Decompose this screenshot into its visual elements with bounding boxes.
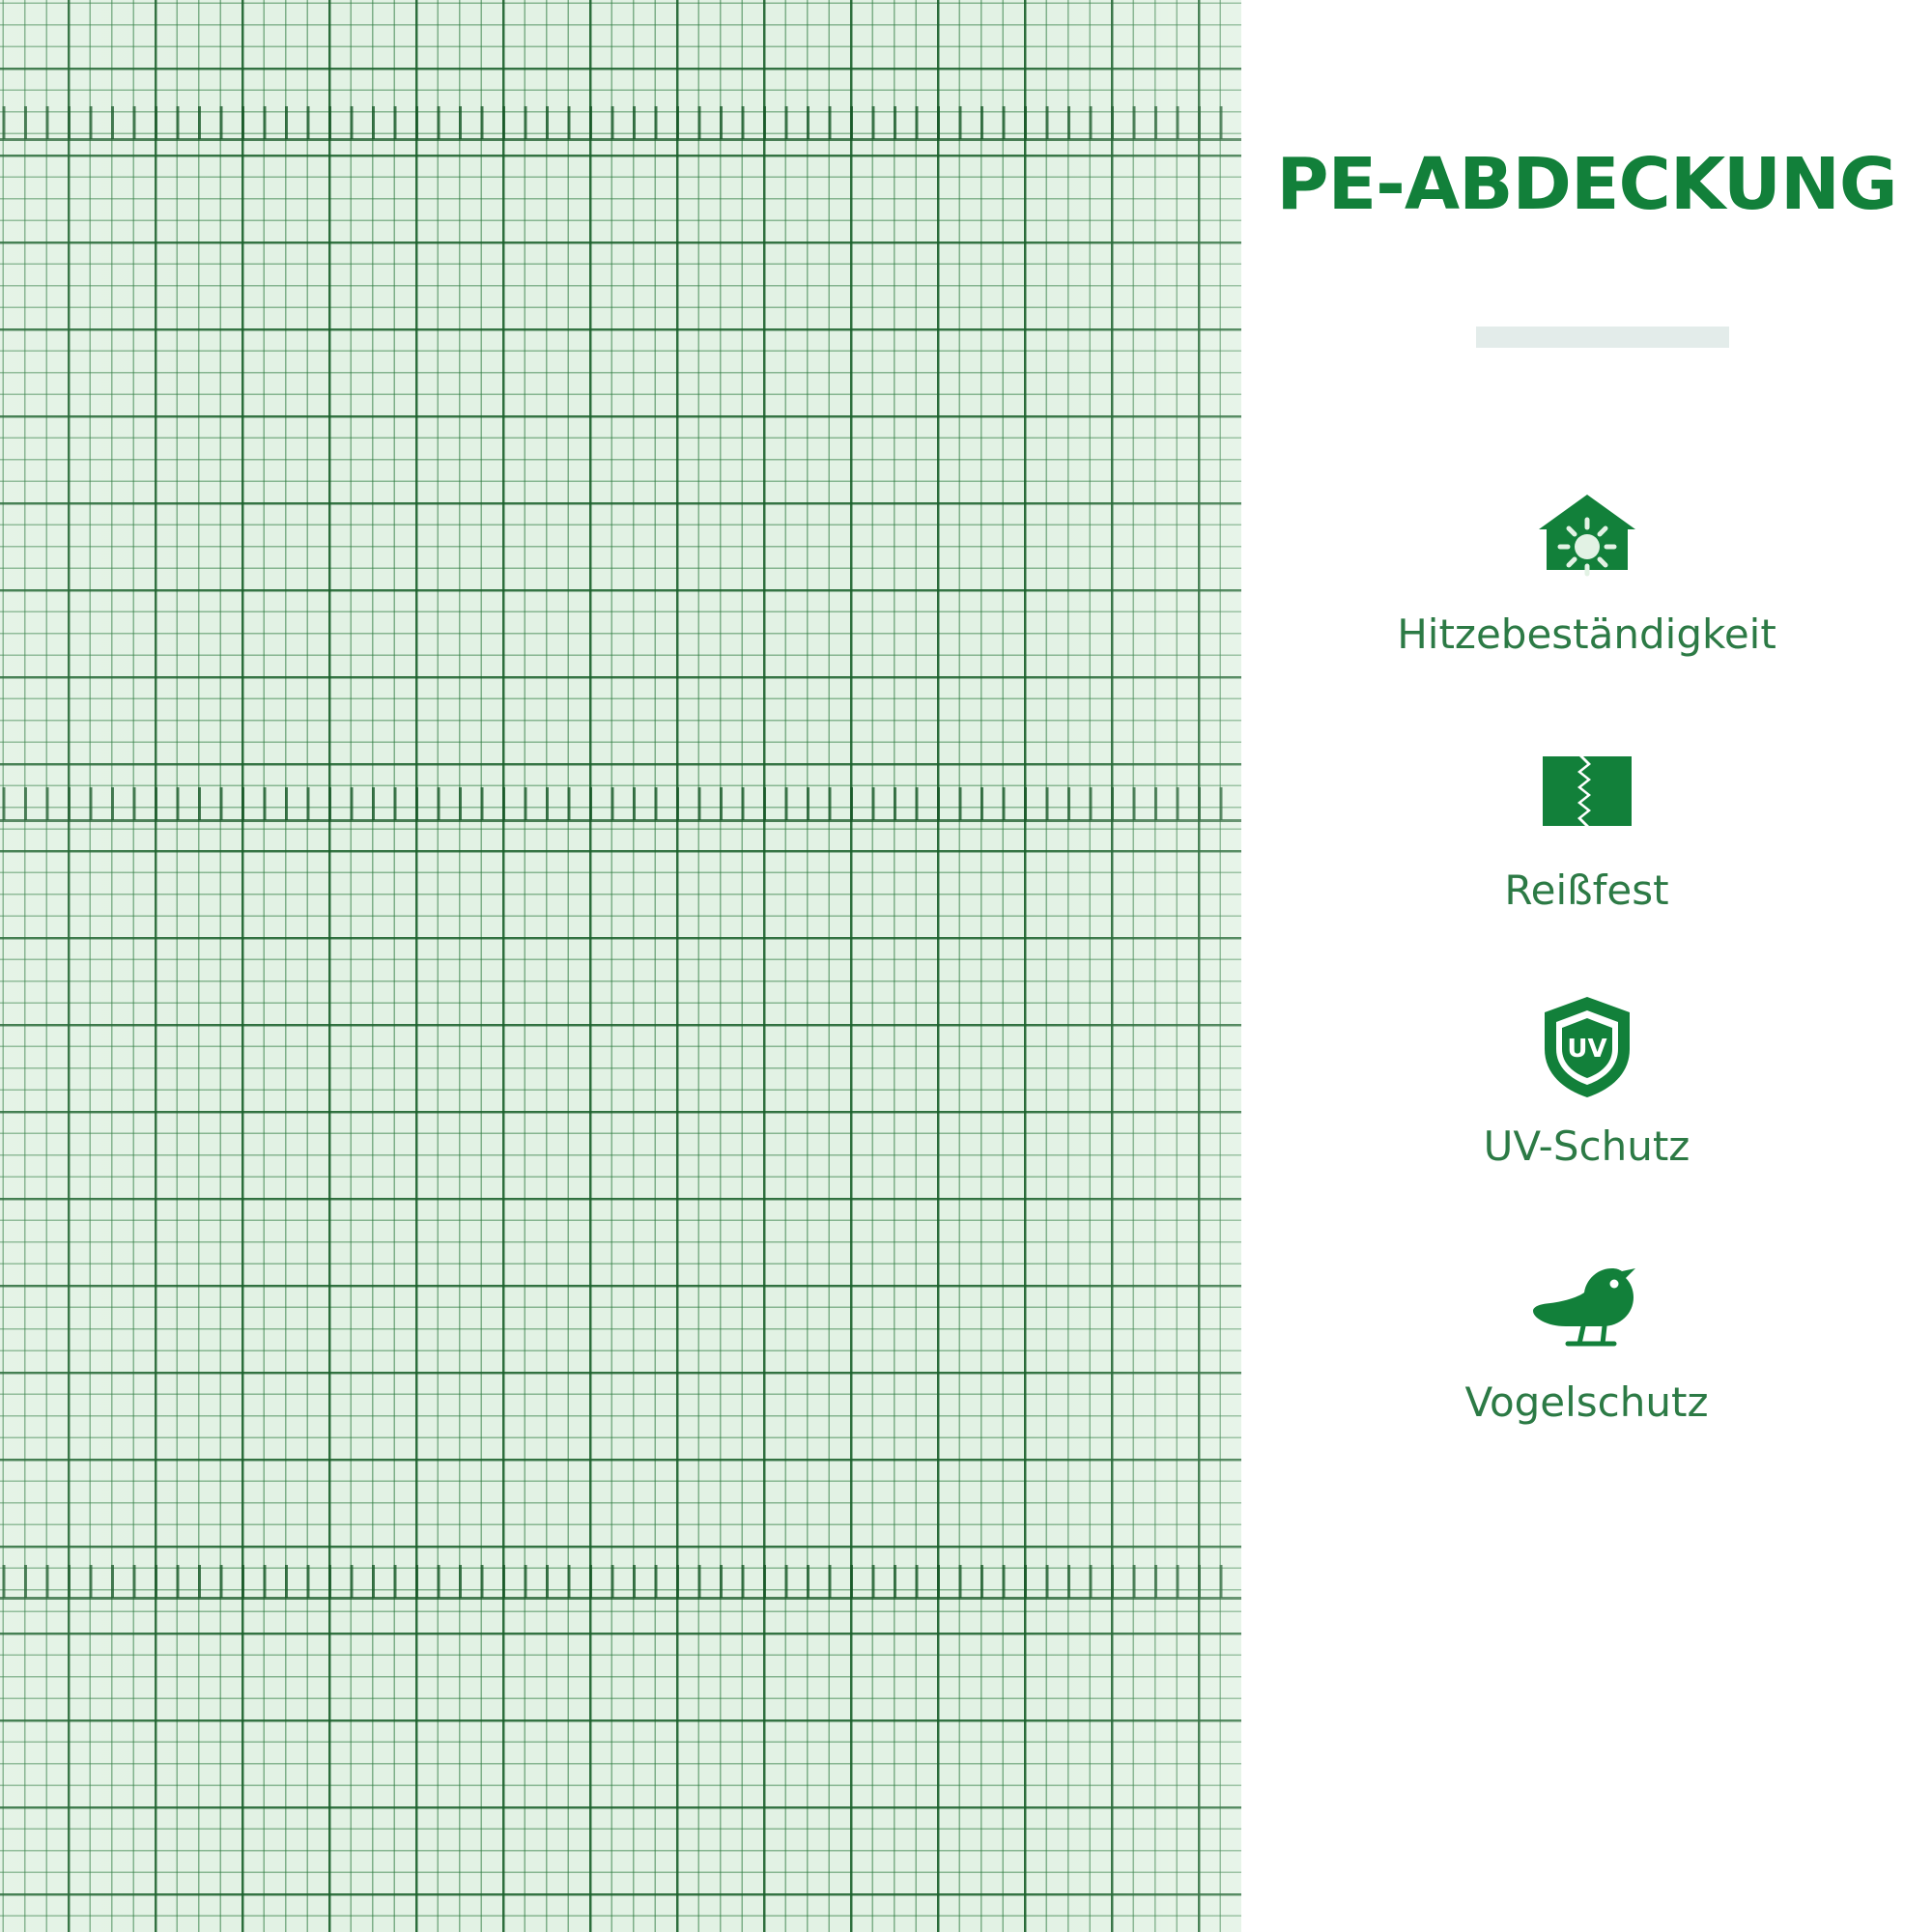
feature-label: Reißfest [1504, 867, 1669, 914]
feature-label: UV-Schutz [1483, 1122, 1690, 1170]
feature-item-uv-protection [1241, 995, 1932, 1170]
mesh-seam-line [0, 819, 1241, 822]
feature-item-bird-protection [1241, 1251, 1932, 1426]
page-title: PE-ABDECKUNG [1276, 143, 1897, 226]
heat-resistance-icon [1241, 483, 1932, 587]
feature-label: Vogelschutz [1464, 1378, 1709, 1426]
mesh-seam-line [0, 138, 1241, 141]
mesh-seam-band [0, 787, 1241, 820]
feature-item-heat-resistance [1241, 483, 1932, 658]
feature-list [1241, 483, 1932, 1507]
mesh-seam-line [0, 1597, 1241, 1600]
info-column [1241, 0, 1932, 1932]
mesh-seam-band [0, 106, 1241, 139]
title-underline [1476, 327, 1729, 348]
tear-resistant-icon [1241, 739, 1932, 843]
feature-label: Hitzebeständigkeit [1397, 611, 1776, 658]
uv-shield-icon [1241, 995, 1932, 1099]
bird-protection-icon [1241, 1251, 1932, 1355]
svg-text:UV: UV [1566, 1035, 1607, 1064]
feature-item-tear-resistant [1241, 739, 1932, 914]
mesh-seam-band [0, 1565, 1241, 1598]
